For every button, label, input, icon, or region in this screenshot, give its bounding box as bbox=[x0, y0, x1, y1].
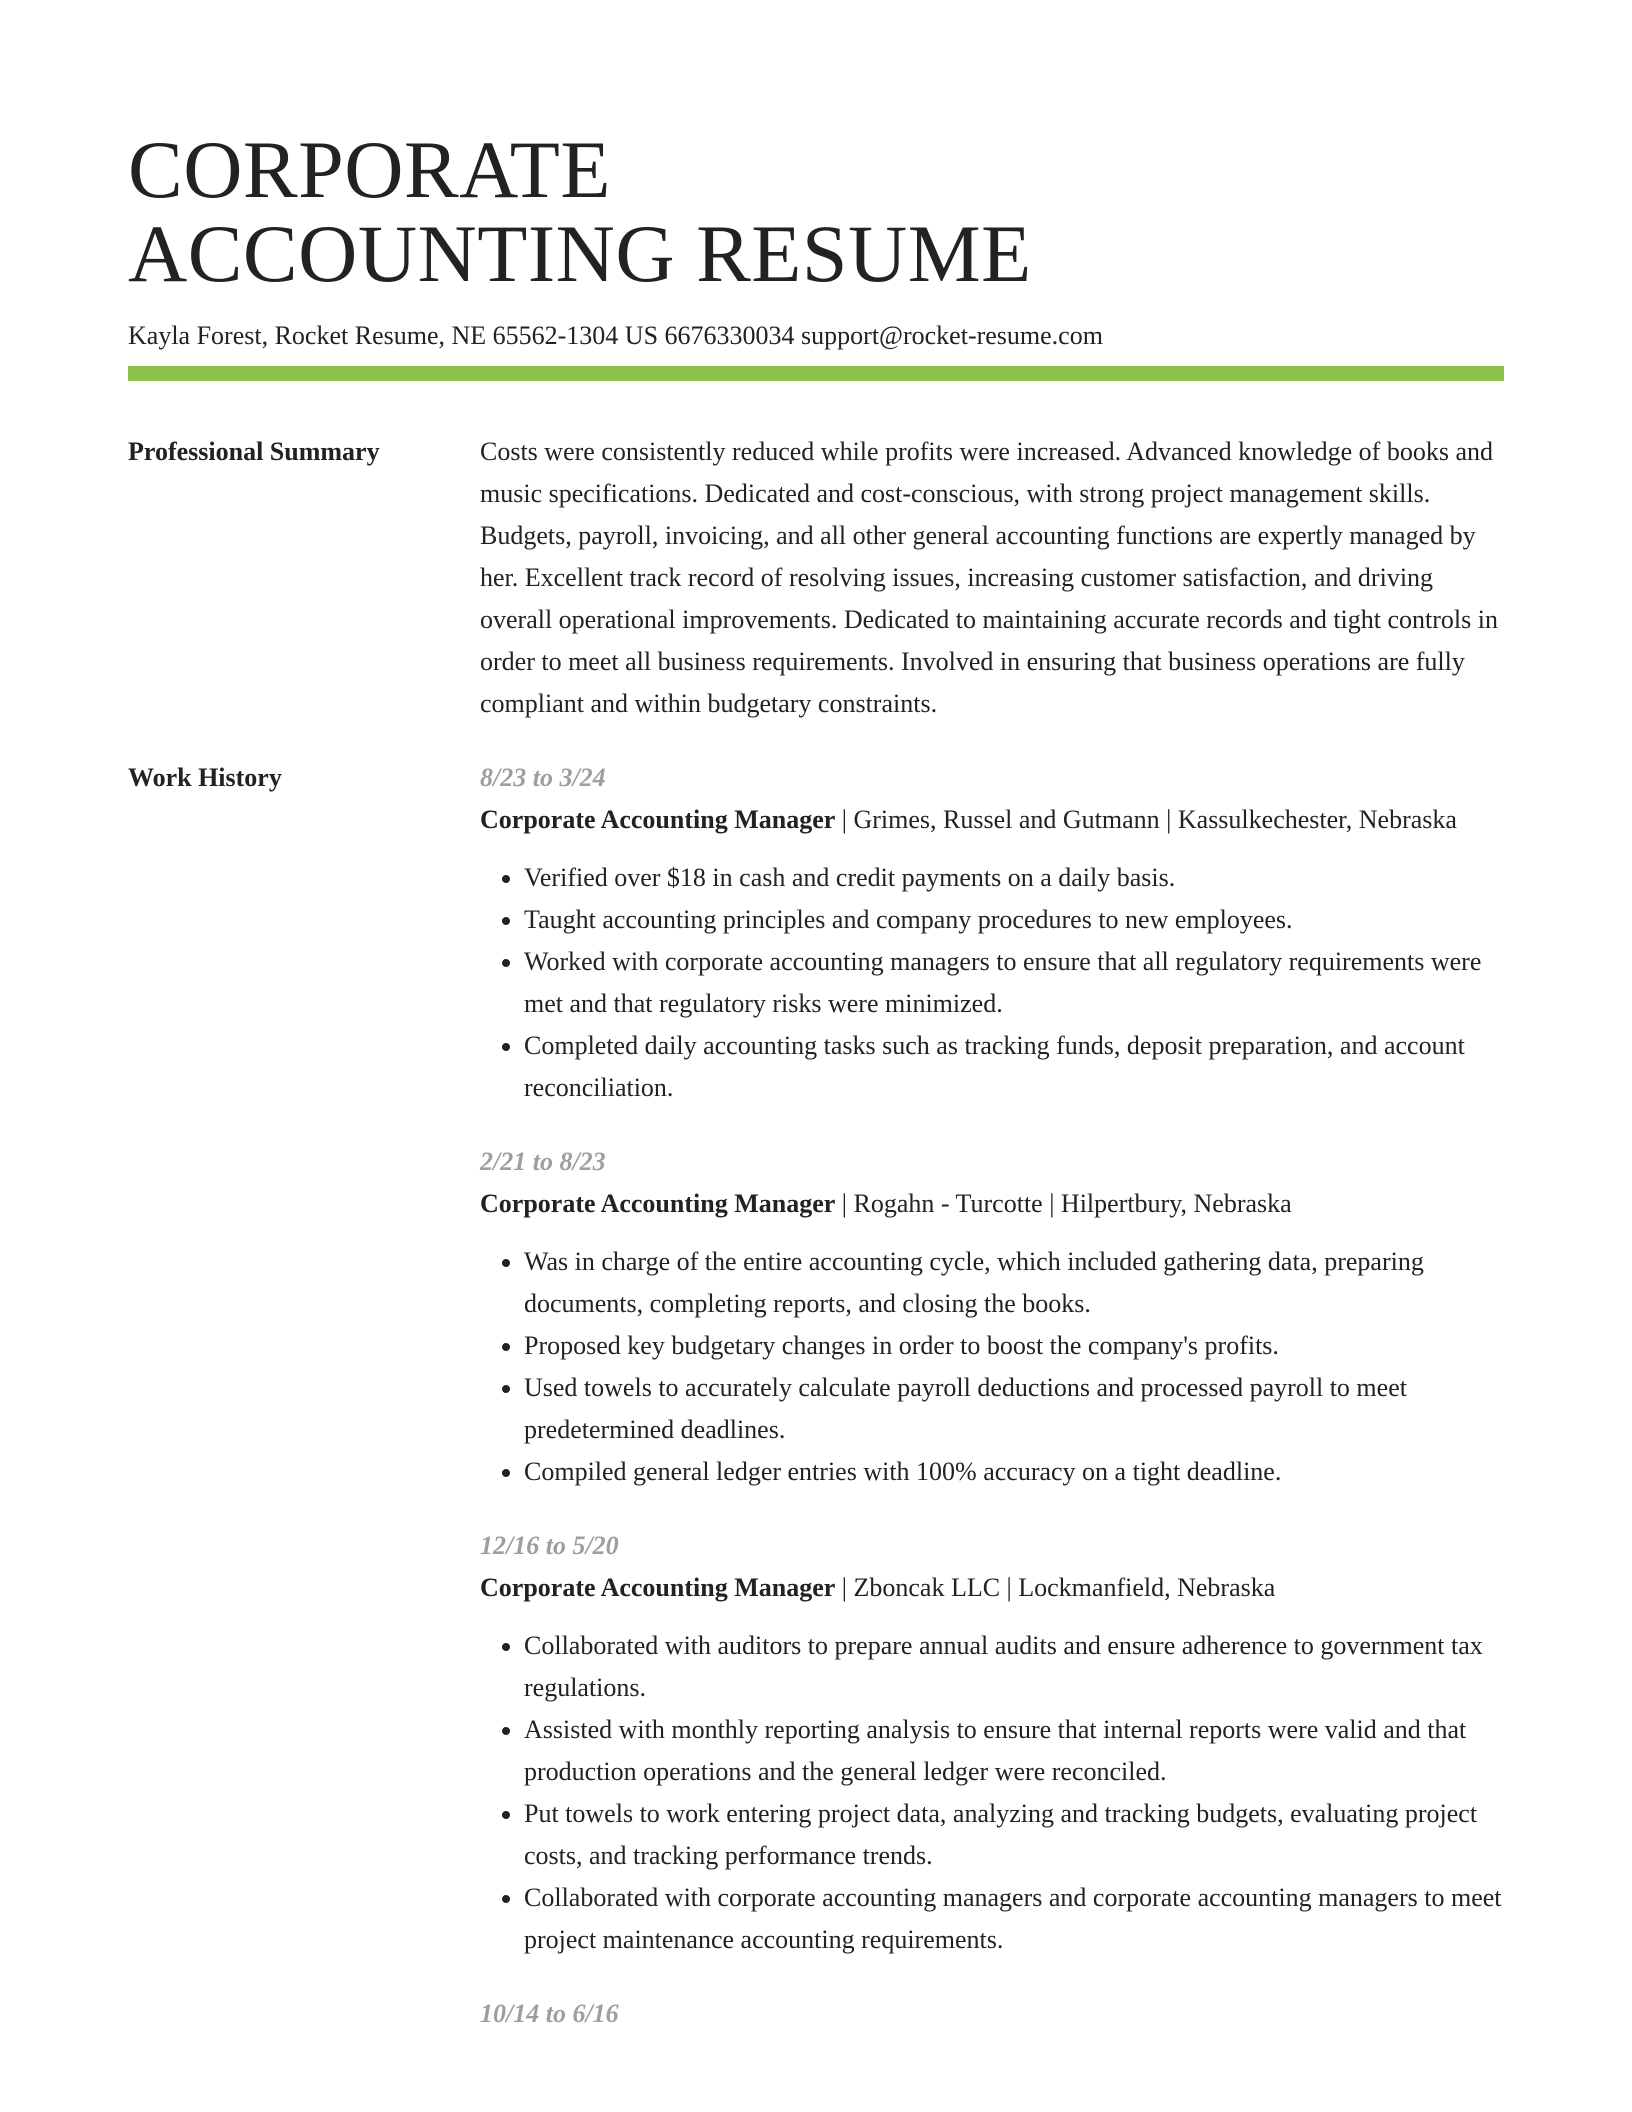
list-item: • Collaborated with corporate accounting managers and corporate accounting managers to meet project maintenance accounting requirements. bbox=[524, 1877, 1504, 1961]
professional-summary-section bbox=[128, 431, 1504, 725]
resume-title bbox=[128, 124, 1504, 299]
list-item: • Put towels to work entering project data, analyzing and tracking budgets, evaluating project costs, and tracking performance trends. bbox=[524, 1793, 1504, 1877]
summary-text: Costs were consistently reduced while profits were increased. Advanced knowledge of books and music specifications. Dedicated and cost-conscious, with strong project management skills. Budgets, payroll, invoicing, and all other general accounting functions are expertly managed by her. Excellent track record of resolving issues, increasing customer satisfaction, and driving overall operational improvements. Dedicated to maintaining accurate records and tight controls in order to meet all business requirements. Involved in ensuring that business operations are fully compliant and within budgetary constraints. bbox=[480, 437, 1498, 718]
title-line-1: CORPORATE bbox=[128, 124, 611, 215]
list-item: • Proposed key budgetary changes in order to boost the company's profits. bbox=[524, 1325, 1504, 1367]
list-item: • Taught accounting principles and company procedures to new employees. bbox=[524, 899, 1504, 941]
job-dates: 2/21 to 8/23 bbox=[480, 1147, 606, 1176]
title-line-2: ACCOUNTING RESUME bbox=[128, 208, 1032, 299]
job-entry bbox=[480, 1525, 1504, 1961]
job-details: | Grimes, Russel and Gutmann | Kassulkechester, Nebraska bbox=[835, 805, 1457, 834]
accent-divider bbox=[128, 366, 1504, 381]
job-bullets bbox=[480, 1241, 1504, 1493]
job-heading bbox=[480, 799, 1504, 841]
job-entry bbox=[480, 757, 1504, 1109]
job-title: Corporate Accounting Manager bbox=[480, 805, 836, 834]
list-item: • Worked with corporate accounting managers to ensure that all regulatory requirements were met and that regulatory risks were minimized. bbox=[524, 941, 1504, 1025]
list-item: • Completed daily accounting tasks such as tracking funds, deposit preparation, and account reconciliation. bbox=[524, 1025, 1504, 1109]
work-history-section bbox=[128, 757, 1504, 2067]
summary-body bbox=[480, 431, 1504, 725]
list-item: • Verified over $18 in cash and credit payments on a daily basis. bbox=[524, 857, 1504, 899]
work-history-body bbox=[480, 757, 1504, 2067]
job-dates: 12/16 to 5/20 bbox=[480, 1531, 619, 1560]
job-bullets bbox=[480, 1625, 1504, 1961]
list-item: • Compiled general ledger entries with 100% accuracy on a tight deadline. bbox=[524, 1451, 1504, 1493]
section-label-work: Work History bbox=[128, 763, 282, 792]
job-title: Corporate Accounting Manager bbox=[480, 1189, 836, 1218]
job-heading bbox=[480, 1567, 1504, 1609]
list-item: • Collaborated with auditors to prepare annual audits and ensure adherence to government tax regulations. bbox=[524, 1625, 1504, 1709]
job-details: | Rogahn - Turcotte | Hilpertbury, Nebraska bbox=[835, 1189, 1292, 1218]
list-item: • Assisted with monthly reporting analysis to ensure that internal reports were valid and that production operations and the general ledger were reconciled. bbox=[524, 1709, 1504, 1793]
resume-page bbox=[128, 124, 1504, 2067]
list-item: • Was in charge of the entire accounting cycle, which included gathering data, preparing documents, completing reports, and closing the books. bbox=[524, 1241, 1504, 1325]
job-title: Corporate Accounting Manager bbox=[480, 1573, 836, 1602]
section-label-summary: Professional Summary bbox=[128, 437, 380, 466]
job-details: | Zboncak LLC | Lockmanfield, Nebraska bbox=[835, 1573, 1276, 1602]
job-dates: 8/23 to 3/24 bbox=[480, 763, 606, 792]
contact-info: Kayla Forest, Rocket Resume, NE 65562-1304 US 6676330034 support@rocket-resume.com bbox=[128, 321, 1103, 350]
job-dates: 10/14 to 6/16 bbox=[480, 1999, 619, 2028]
job-entry bbox=[480, 1993, 1504, 2035]
list-item: • Used towels to accurately calculate payroll deductions and processed payroll to meet predetermined deadlines. bbox=[524, 1367, 1504, 1451]
job-heading bbox=[480, 1183, 1504, 1225]
job-bullets bbox=[480, 857, 1504, 1109]
job-entry bbox=[480, 1141, 1504, 1493]
